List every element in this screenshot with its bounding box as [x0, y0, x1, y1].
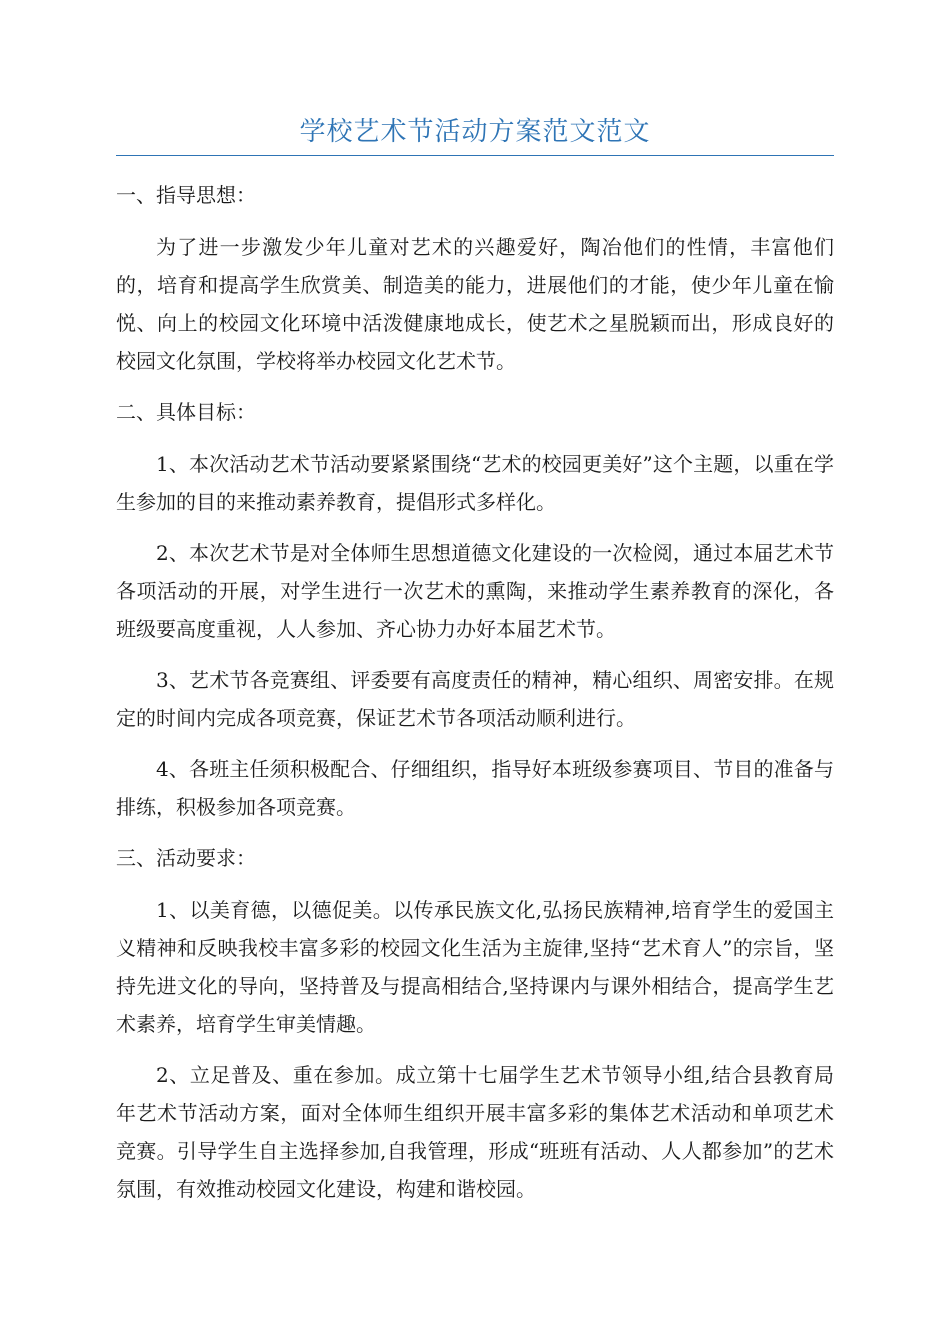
section-heading: 二、具体目标：: [116, 400, 256, 424]
paragraph: 1、以美育德，以德促美。以传承民族文化,弘扬民族精神,培育学生的爱国主义精神和反映我校丰富多彩的校园文化生活为主旋律,坚持“艺术育人”的宗旨，坚持先进文化的导向，坚持普及与提高相结合,坚持课内与课外相结合，提高学生艺术素养，培育学生审美情趣。: [116, 898, 834, 1036]
paragraph: 2、本次艺术节是对全体师生思想道德文化建设的一次检阅，通过本届艺术节各项活动的开展，对学生进行一次艺术的熏陶，来推动学生素养教育的深化，各班级要高度重视，人人参加、齐心协力办好本届艺术节。: [116, 541, 834, 641]
paragraph: 4、各班主任须积极配合、仔细组织，指导好本班级参赛项目、节目的准备与排练，积极参加各项竞赛。: [116, 757, 834, 819]
section-heading: 三、活动要求：: [116, 846, 256, 870]
title-underline: [116, 155, 834, 156]
document-body: [116, 176, 834, 1221]
paragraph: 1、本次活动艺术节活动要紧紧围绕“艺术的校园更美好”这个主题，以重在学生参加的目的来推动素养教育，提倡形式多样化。: [116, 452, 834, 514]
paragraph: 2、立足普及、重在参加。成立第十七届学生艺术节领导小组,结合县教育局年艺术节活动方案，面对全体师生组织开展丰富多彩的集体艺术活动和单项艺术竞赛。引导学生自主选择参加,自我管理，形成“班班有活动、人人都参加”的艺术氛围，有效推动校园文化建设，构建和谐校园。: [116, 1063, 834, 1201]
paragraph: 为了进一步激发少年儿童对艺术的兴趣爱好，陶冶他们的性情，丰富他们的，培育和提高学生欣赏美、制造美的能力，进展他们的才能，使少年儿童在愉悦、向上的校园文化环境中活泼健康地成长，使艺术之星脱颖而出，形成良好的校园文化氛围，学校将举办校园文化艺术节。: [116, 235, 834, 373]
paragraph: 3、艺术节各竞赛组、评委要有高度责任的精神，精心组织、周密安排。在规定的时间内完成各项竞赛，保证艺术节各项活动顺利进行。: [116, 668, 834, 730]
section-heading: 一、指导思想：: [116, 183, 256, 207]
document-title: 学校艺术节活动方案范文范文: [299, 117, 651, 147]
